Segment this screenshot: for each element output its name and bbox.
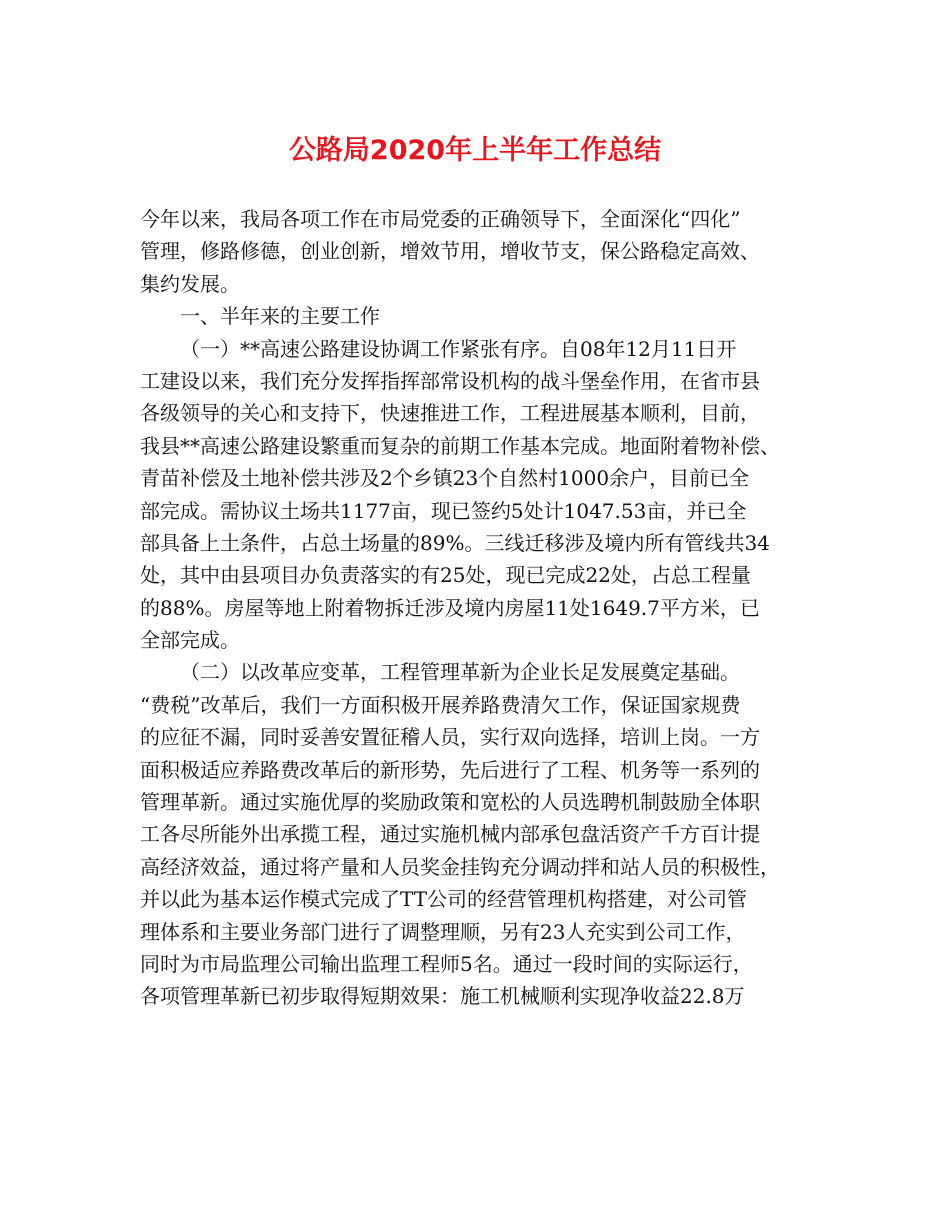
text-line: 处，其中由县项目办负责落实的有25处，现已完成22处，占总工程量 [140, 563, 751, 588]
text-line: “费税”改革后，我们一方面积极开展养路费清欠工作，保证国家规费 [140, 692, 741, 717]
text-line: 理体系和主要业务部门进行了调整理顺，另有23人充实到公司工作， [140, 919, 746, 944]
text-line: 各级领导的关心和支持下，快速推进工作，工程进展基本顺利，目前， [140, 401, 760, 426]
text-line: 并以此为基本运作模式完成了TT公司的经营管理机构搭建，对公司管 [140, 887, 748, 912]
text-line: 部完成。需协议土场共1177亩，现已签约5处计1047.53亩，并已全 [140, 498, 747, 523]
text-line: 部具备上土条件，占总土场量的89%。三线迁移涉及境内所有管线共34 [140, 530, 770, 555]
document-body [140, 203, 830, 1013]
text-line: 管理革新。通过实施优厚的奖励政策和宽松的人员选聘机制鼓励全体职 [140, 790, 760, 815]
text-line: 同时为市局监理公司输出监理工程师5名。通过一段时间的实际运行， [140, 951, 753, 976]
text-line: （二）以改革应变革，工程管理革新为企业长足发展奠定基础。 [180, 660, 740, 685]
text-line: 高经济效益，通过将产量和人员奖金挂钩充分调动拌和站人员的积极性， [140, 854, 780, 879]
text-line: （一）**高速公路建设协调工作紧张有序。自08年12月11日开 [180, 336, 737, 361]
text-line: 的应征不漏，同时妥善安置征稽人员，实行双向选择，培训上岗。一方 [140, 725, 760, 750]
text-line: 全部完成。 [140, 628, 240, 653]
text-line: 我县**高速公路建设繁重而复杂的前期工作基本完成。地面附着物补偿、 [140, 433, 780, 458]
text-line: 青苗补偿及土地补偿共涉及2个乡镇23个自然村1000余户，目前已全 [140, 466, 750, 491]
text-line: 工各尽所能外出承揽工程，通过实施机械内部承包盘活资产千方百计提 [140, 822, 760, 847]
text-line: 一、半年来的主要工作 [180, 304, 380, 329]
text-line: 今年以来，我局各项工作在市局党委的正确领导下，全面深化“四化” [140, 207, 741, 231]
text-line: 工建设以来，我们充分发挥指挥部常设机构的战斗堡垒作用，在省市县 [140, 368, 760, 393]
text-line: 各项管理革新已初步取得短期效果：施工机械顺利实现净收益22.8万 [140, 984, 745, 1009]
text-line: 集约发展。 [140, 271, 240, 296]
text-line: 面积极适应养路费改革后的新形势，先后进行了工程、机务等一系列的 [140, 757, 760, 782]
text-line: 管理，修路修德，创业创新，增效节用，增收节支，保公路稳定高效、 [140, 239, 760, 264]
text-line: 的88%。房屋等地上附着物拆迁涉及境内房屋11处1649.7平方米，已 [140, 595, 760, 620]
document-title: 公路局2020年上半年工作总结 [288, 135, 662, 166]
